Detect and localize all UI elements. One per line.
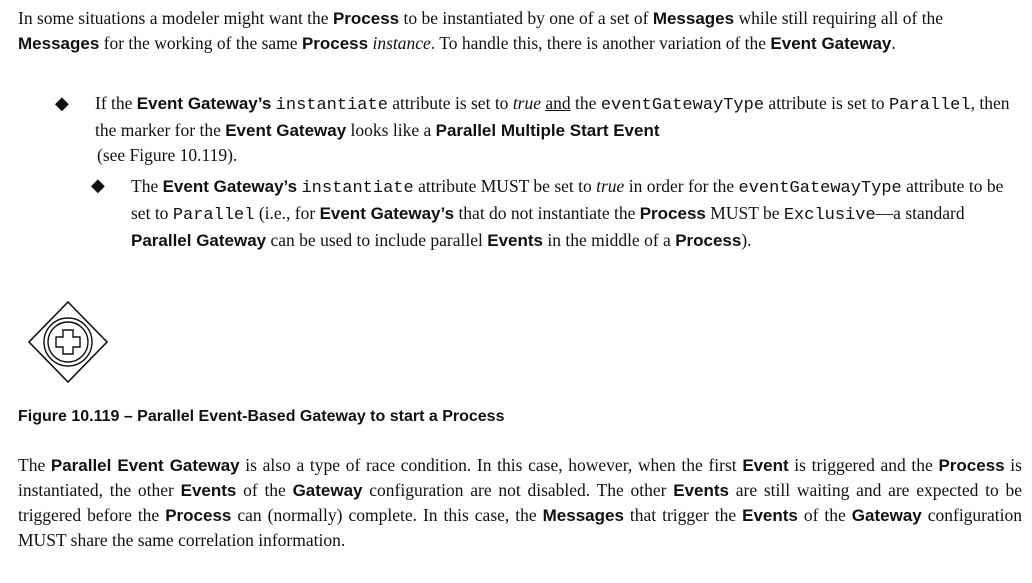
term: Parallel Event Gateway xyxy=(50,456,240,475)
text: , then the marker for the xyxy=(95,93,1010,140)
text: attribute is set to xyxy=(387,93,513,113)
text: the xyxy=(570,93,601,113)
text: that do not instantiate the xyxy=(454,203,640,223)
emphasis: instance xyxy=(372,33,431,53)
text: . xyxy=(891,33,896,53)
text: of the xyxy=(797,505,852,525)
term: Messages xyxy=(652,9,735,28)
text: that trigger the xyxy=(623,505,743,525)
term: Messages xyxy=(542,506,624,525)
term: Event Gateway xyxy=(225,121,347,140)
term: Process xyxy=(675,231,742,250)
text: (i.e., for xyxy=(254,203,320,223)
code: instantiate xyxy=(275,96,388,115)
text: can (normally) complete. In this case, the xyxy=(231,505,543,525)
sub-bullet-diamond-icon: ◆ xyxy=(91,175,105,195)
text: . To handle this, there is another variation of the xyxy=(430,33,771,53)
term: Process xyxy=(332,9,400,28)
parallel-event-gateway-icon xyxy=(27,300,109,384)
code: Parallel xyxy=(888,96,971,115)
text: MUST be xyxy=(705,203,784,223)
text: If the xyxy=(95,93,137,113)
term: Events xyxy=(180,481,237,500)
code: eventGatewayType xyxy=(600,96,765,115)
term: Process xyxy=(301,34,369,53)
bullet-diamond-icon: ◆ xyxy=(55,93,69,113)
term: Parallel Multiple Start Event xyxy=(435,121,660,140)
term: Event Gateway’s xyxy=(136,94,272,113)
bullet-item-1 xyxy=(95,91,1020,167)
text: can be used to include parallel xyxy=(266,230,488,250)
text: attribute is set to xyxy=(764,93,889,113)
text: for the working of the same xyxy=(99,33,302,53)
text: The xyxy=(131,176,163,196)
underlined: and xyxy=(545,93,571,113)
bullet-item-2 xyxy=(131,174,1011,253)
text: —a standard xyxy=(875,203,965,223)
term: Events xyxy=(742,506,798,525)
figure-reference: (see Figure 10.119). xyxy=(97,145,238,165)
term: Event Gateway xyxy=(770,34,892,53)
race-condition-paragraph xyxy=(18,453,1022,553)
term: Events xyxy=(673,481,729,500)
term: Process xyxy=(639,204,706,223)
code: instantiate xyxy=(301,179,414,198)
text: of the xyxy=(236,480,293,500)
term: Process xyxy=(938,456,1005,475)
text: configuration MUST share the same correlation information. xyxy=(18,505,1022,550)
code: eventGatewayType xyxy=(738,179,902,198)
text: to be instantiated by one of a set of xyxy=(399,8,653,28)
term: Events xyxy=(487,231,543,250)
term: Event xyxy=(742,456,789,475)
text: is instantiated, the other xyxy=(18,455,1022,500)
term: Gateway xyxy=(851,506,922,525)
emphasis: true xyxy=(512,93,542,113)
text: in order for the xyxy=(624,176,739,196)
term: Event Gateway’s xyxy=(319,204,455,223)
text: in the middle of a xyxy=(542,230,676,250)
intro-paragraph xyxy=(18,6,1022,56)
text: ). xyxy=(741,230,752,250)
text: are still waiting and are expected to be triggered before the xyxy=(18,480,1022,525)
figure-caption: Figure 10.119 – Parallel Event-Based Gateway to start a Process xyxy=(18,408,505,425)
text: attribute MUST be set to xyxy=(413,176,597,196)
code: Exclusive xyxy=(783,206,876,225)
text: In some situations a modeler might want the xyxy=(18,8,333,28)
term: Parallel Gateway xyxy=(131,231,267,250)
code: Parallel xyxy=(172,206,255,225)
text: looks like a xyxy=(346,120,436,140)
term: Event Gateway’s xyxy=(162,177,298,196)
text: The xyxy=(18,455,51,475)
term: Gateway xyxy=(292,481,363,500)
text: attribute to be set to xyxy=(131,176,1004,223)
text: while still requiring all of the xyxy=(734,8,944,28)
text: configuration are not disabled. The other xyxy=(362,480,674,500)
text: is also a type of race condition. In this case, however, when the first xyxy=(239,455,743,475)
text: is triggered and the xyxy=(788,455,939,475)
term: Messages xyxy=(18,34,100,53)
emphasis: true xyxy=(596,176,625,196)
term: Process xyxy=(165,506,232,525)
